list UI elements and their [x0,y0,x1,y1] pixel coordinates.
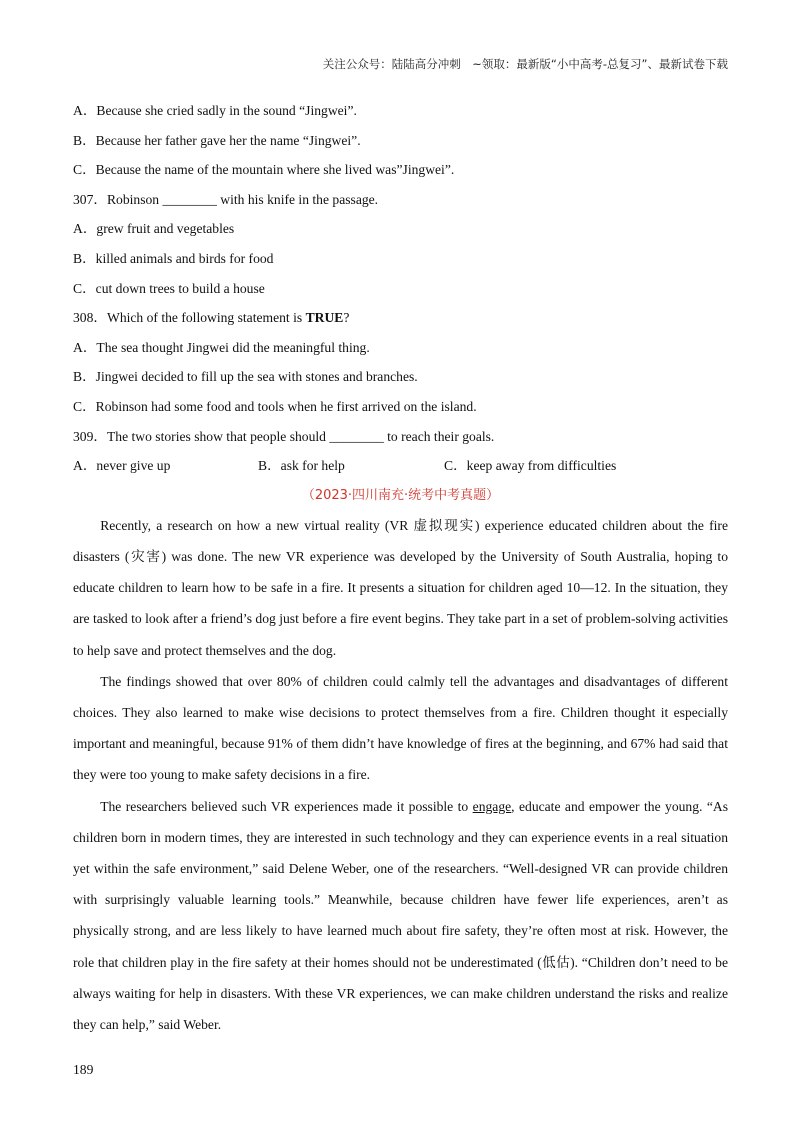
page-number: 189 [73,1062,94,1077]
underlined-word: engage [472,798,512,814]
source-label: （2023·四川南充·统考中考真题） [301,487,500,503]
q306-option-b: B．Because her father gave her the name “Jingwei”. [73,132,361,148]
q308-option-c: C．Robinson had some food and tools when he first arrived on the island. [73,398,477,414]
page-header: 关注公众号：陆陆高分冲刺 ~领取：最新版“小中高考-总复习”、最新试卷下载 [322,57,728,71]
q309-option-a: A．never give up [73,458,171,474]
q307-question: 307．Robinson ________ with his knife in the passage. [73,191,379,207]
q308-option-a: A．The sea thought Jingwei did the meaningful thing. [73,339,370,355]
passage-paragraph-3 [73,791,728,1041]
q309-options [73,451,728,481]
q309-option-c: C．keep away from difficulties [444,458,617,474]
q309-question: 309．The two stories show that people should ________ to reach their goals. [73,428,495,444]
q307-option-a: A．grew fruit and vegetables [73,221,235,237]
q307-option-b: B．killed animals and birds for food [73,250,274,266]
q308-text: 308．Which of the following statement is [73,310,306,326]
q308-option-b: B．Jingwei decided to fill up the sea with stones and branches. [73,369,418,385]
q308-emphasis: TRUE [305,310,344,326]
paragraph-3-rest: , educate and empower the young. “As children born in modern times, they are interested in such technology and they can experience events in a real situation yet within the safe environment,” said Delene Weber, one of the researchers. “Well-designed VR can provide children with surprisingly valuable learning tools.” Meanwhile, because children have fewer life experiences, aren’t as physically strong, and are less likely to have learned much about fire safety, they’re often most at risk. However, the role that children play in the fire safety at their homes should not be underestimated (低估). “Children don’t need to be always waiting for help in disasters. With these VR experiences, we can make children understand the risks and realize they can help,” said Weber. [73,798,728,1032]
paragraph-3-start: The researchers believed such VR experiences made it possible to [100,798,473,814]
page-content [73,96,728,1040]
passage-paragraph-2: The findings showed that over 80% of children could calmly tell the advantages and disadvantages of different choices. They also learned to make wise decisions to protect themselves from a fire. Children thought it especially important and meaningful, because 91% of them didn’t have knowledge of fires at the beginning, and 67% had said that they were too young to make safety decisions in a fire. [73,673,728,783]
q308-end: ? [343,310,350,326]
q307-option-c: C．cut down trees to build a house [73,280,265,296]
q308-question [73,303,728,333]
q309-option-b: B．ask for help [258,458,345,474]
passage-paragraph-1: Recently, a research on how a new virtual reality (VR 虚拟现实) experience educated children about the fire disasters (灾害) was done. The new VR experience was developed by the University of South Australia, hoping to educate children to learn how to be safe in a fire. It presents a situation for children aged 10—12. In the situation, they are tasked to look after a friend’s dog just before a fire event begins. They take part in a set of problem-solving activities to help save and protect themselves and the dog. [73,517,728,658]
q306-option-c: C．Because the name of the mountain where she lived was”Jingwei”. [73,162,455,178]
q306-option-a: A．Because she cried sadly in the sound “Jingwei”. [73,103,357,118]
